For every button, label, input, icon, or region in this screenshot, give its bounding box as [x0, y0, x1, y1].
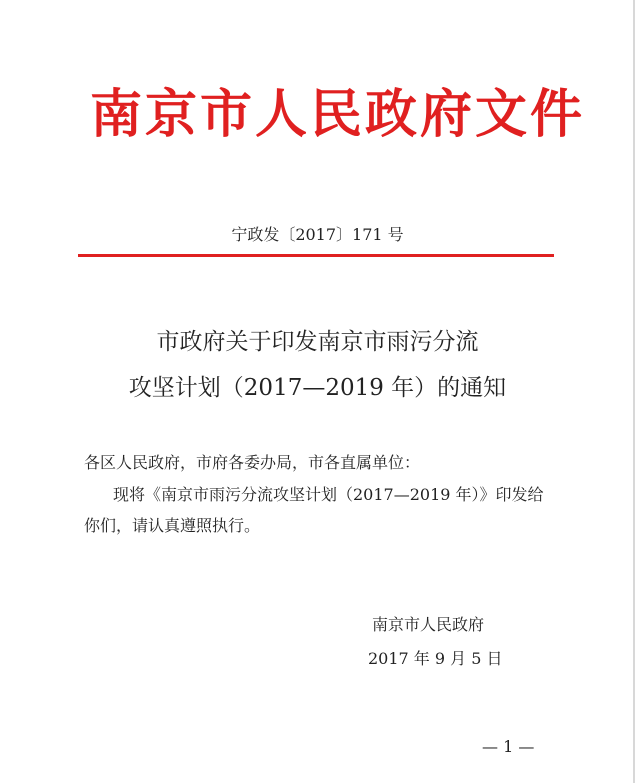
issue-date: 2017 年 9 月 5 日 — [368, 649, 503, 668]
document-masthead: 南京市人民政府文件 — [90, 85, 586, 145]
document-title-line-2: 攻坚计划（2017—2019 年）的通知 — [128, 375, 507, 401]
page-number: — 1 — — [482, 737, 535, 756]
body-paragraph-line-1: 现将《南京市雨污分流攻坚计划（2017—2019 年）》印发给 — [113, 485, 544, 504]
red-divider-line — [78, 254, 554, 257]
document-number: 宁政发〔2017〕171 号 — [231, 225, 404, 244]
issuer-signature: 南京市人民政府 — [372, 615, 485, 634]
body-paragraph-line-2: 你们，请认真遵照执行。 — [84, 516, 261, 535]
recipients-line: 各区人民政府，市府各委办局，市各直属单位： — [84, 453, 421, 472]
document-title-line-1: 市政府关于印发南京市雨污分流 — [156, 329, 479, 355]
